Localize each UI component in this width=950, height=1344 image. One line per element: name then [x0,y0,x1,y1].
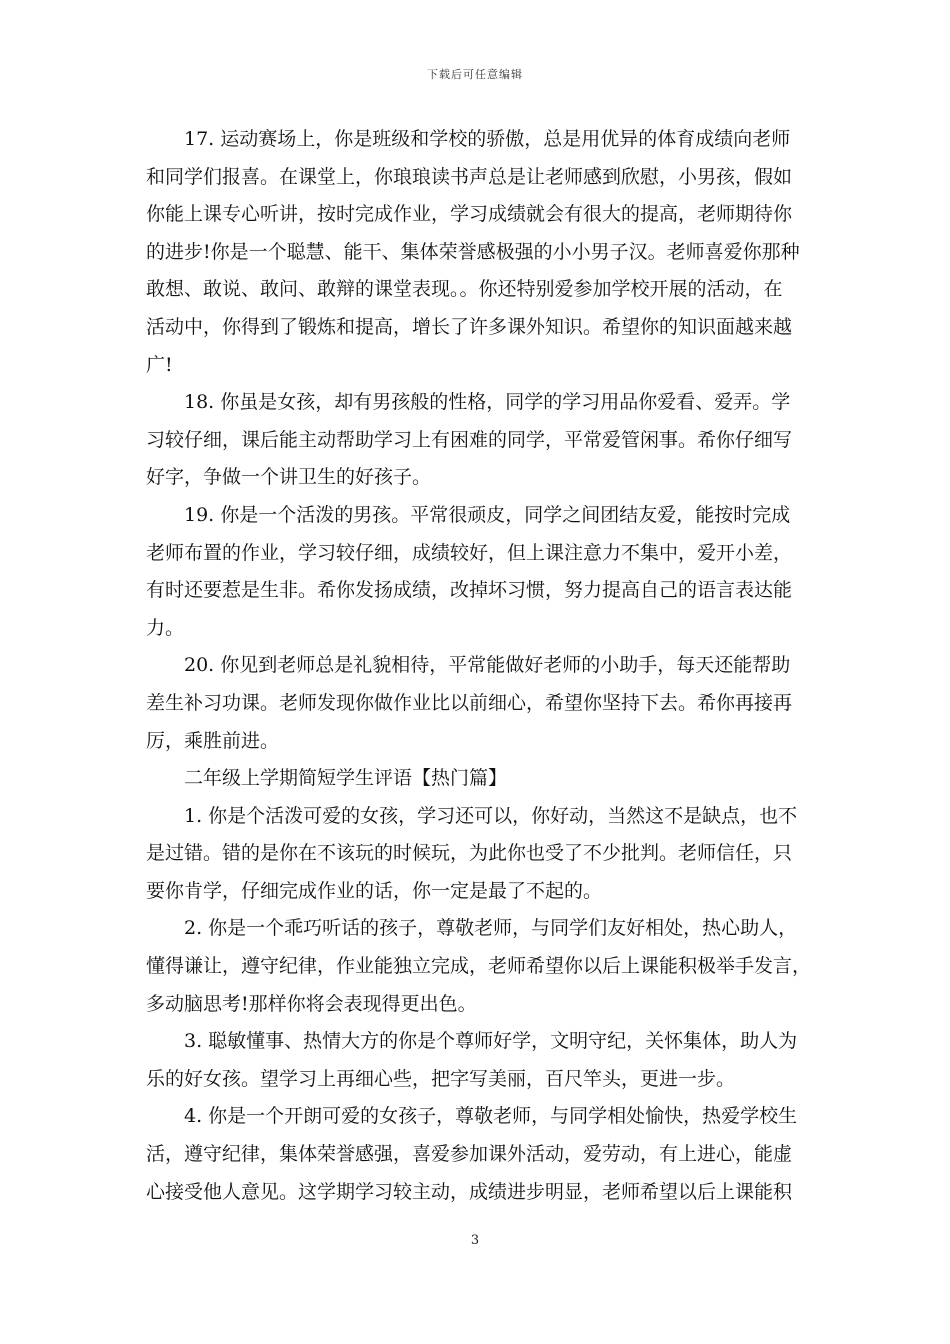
text-line: 广! [146,353,173,376]
comment-paragraph-3 [146,497,820,647]
text-line: 3. 聪敏懂事、热情大方的你是个尊师好学，文明守纪，关怀集体，助人为 [184,1030,798,1053]
text-line: 敢想、敢说、敢问、敢辩的课堂表现。。你还特别爱参加学校开展的活动，在 [146,278,783,301]
text-line: 老师布置的作业，学习较仔细，成绩较好，但上课注意力不集中，爱开小差， [146,541,793,564]
text-line: 好字，争做一个讲卫生的好孩子。 [146,466,432,489]
text-line: 17. 运动赛场上，你是班级和学校的骄傲，总是用优异的体育成绩向老师 [184,128,791,150]
text-line: 2. 你是一个乖巧听话的孩子，尊敬老师，与同学们友好相处，热心助人， [184,917,798,940]
text-line: 和同学们报喜。在课堂上，你琅琅读书声总是让老师感到欣慰，小男孩，假如 [146,165,793,188]
text-line: 乐的好女孩。望学习上再细心些，把字写美丽，百尺竿头，更进一步。 [146,1067,736,1090]
text-line: 你能上课专心听讲，按时完成作业，学习成绩就会有很大的提高，老师期待你 [146,203,793,226]
text-line: 20. 你见到老师总是礼貌相待，平常能做好老师的小助手，每天还能帮助 [184,654,791,677]
comment-paragraph-1 [146,121,820,384]
comment-paragraph-2-2 [146,910,820,1023]
text-line: 力。 [146,616,185,639]
comment-paragraph-2-1 [146,798,820,911]
text-line: 19. 你是一个活泼的男孩。平常很顽皮，同学之间团结友爱，能按时完成 [184,503,791,526]
section-title: 二年级上学期简短学生评语【热门篇】 [184,767,508,790]
page-number: 3 [470,1233,480,1248]
text-line: 懂得谦让，遵守纪律，作业能独立完成，老师希望你以后上课能积极举手发言， [146,955,812,978]
comment-paragraph-2-4 [146,1098,820,1211]
text-line: 多动脑思考!那样你将会表现得更出色。 [146,992,477,1015]
comment-paragraph-2 [146,384,820,497]
text-line: 有时还要惹是生非。希你发扬成绩，改掉坏习惯，努力提高自己的语言表达能 [146,579,793,602]
text-line: 4. 你是一个开朗可爱的女孩子，尊敬老师，与同学相处愉快，热爱学校生 [184,1105,798,1128]
text-line: 心接受他人意见。这学期学习较主动，成绩进步明显，老师希望以后上课能积 [146,1180,793,1203]
text-line: 差生补习功课。老师发现你做作业比以前细心，希望你坚持下去。希你再接再 [146,691,793,714]
text-line: 要你肯学，仔细完成作业的话，你一定是最了不起的。 [146,879,603,902]
text-line: 厉，乘胜前进。 [146,729,280,752]
text-line: 1. 你是个活泼可爱的女孩，学习还可以，你好动，当然这不是缺点，也不 [184,804,798,827]
text-line: 活动中，你得到了锻炼和提高，增长了许多课外知识。希望你的知识面越来越 [146,315,793,338]
text-line: 的进步!你是一个聪慧、能干、集体荣誉感极强的小小男子汉。老师喜爱你那种 [146,240,800,263]
text-line: 活，遵守纪律，集体荣誉感强，喜爱参加课外活动，爱劳动，有上进心，能虚 [146,1143,793,1166]
document-body [146,121,820,1211]
text-line: 18. 你虽是女孩，却有男孩般的性格，同学的学习用品你爱看、爱弄。学 [184,391,791,414]
text-line: 习较仔细，课后能主动帮助学习上有困难的同学，平常爱管闲事。希你仔细写 [146,428,793,451]
comment-paragraph-4 [146,647,820,760]
page-header: 下载后可任意编辑 [427,68,523,81]
comment-paragraph-2-3 [146,1023,820,1098]
text-line: 是过错。错的是你在不该玩的时候玩，为此你也受了不少批判。老师信任，只 [146,842,793,865]
